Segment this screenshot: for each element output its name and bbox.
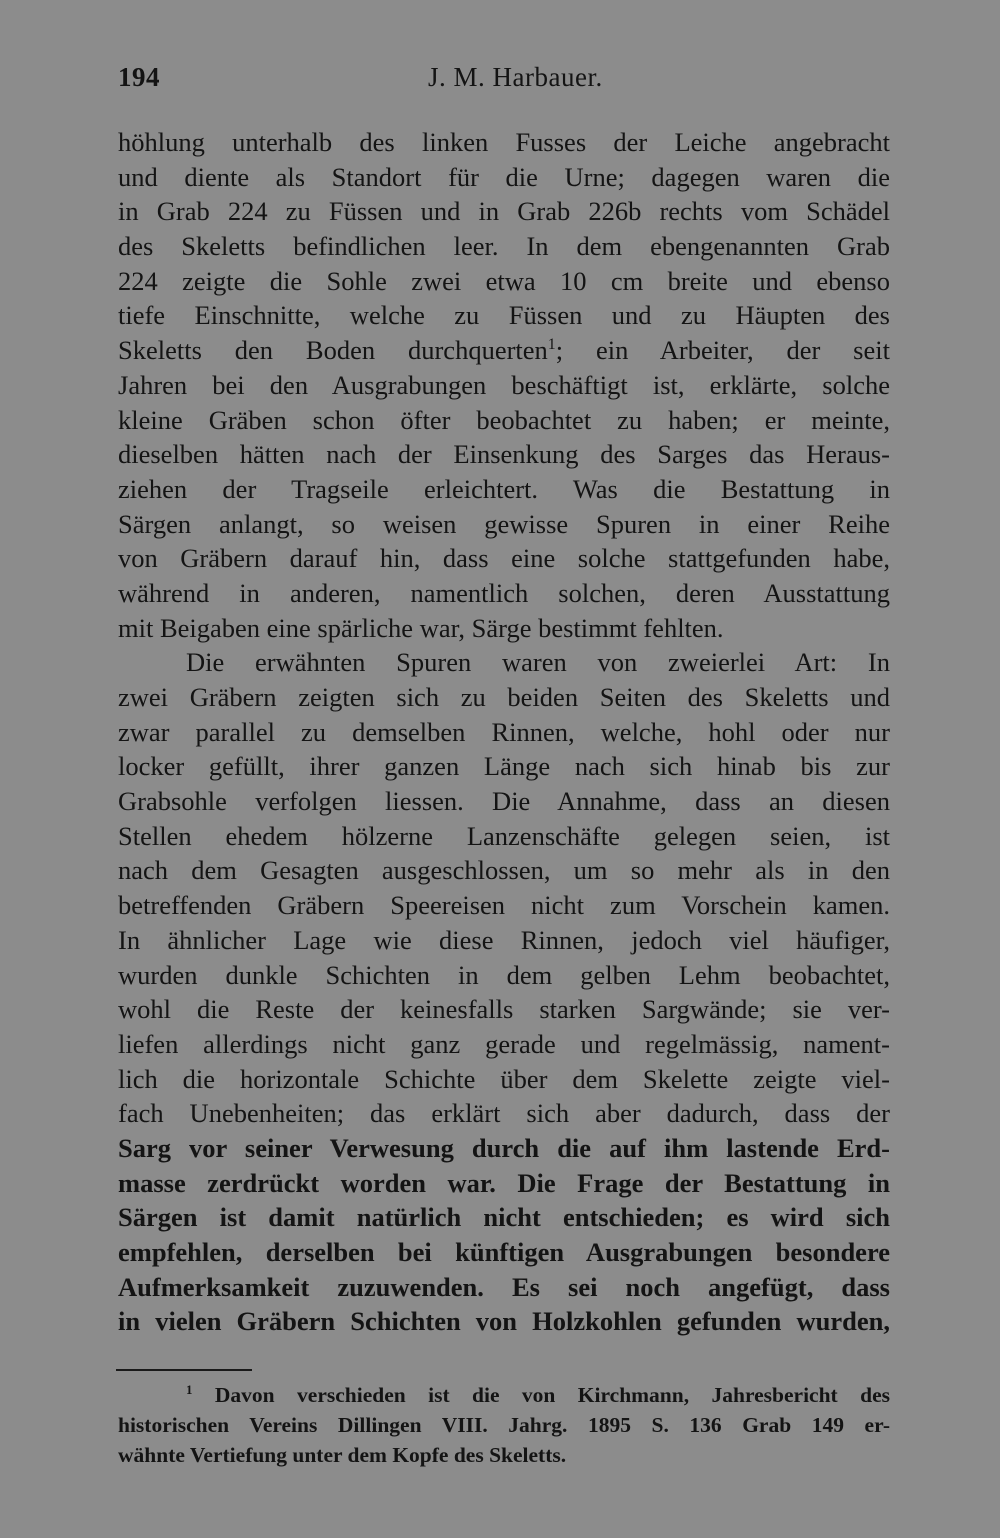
footnote-reference[interactable]: 1 — [547, 336, 556, 354]
page-number: 194 — [118, 62, 160, 92]
text-line-with-footnote-ref — [118, 333, 890, 368]
footnote-line: wähnte Vertiefung unter dem Kopfe des Skeletts. — [118, 1443, 567, 1467]
text-fragment: ; ein Arbeiter, der seit — [555, 335, 890, 366]
text-line: kleine Gräben schon öfter beobachtet zu haben; er meinte, — [118, 404, 890, 435]
text-line: ziehen der Tragseile erleichtert. Was die Bestattung in — [118, 473, 890, 504]
text-line: in vielen Gräbern Schichten von Holzkohlen gefunden wurden, — [118, 1306, 890, 1337]
text-line: 224 zeigte die Sohle zwei etwa 10 cm breite und ebenso — [118, 265, 890, 296]
text-line: und diente als Standort für die Urne; dagegen waren die — [118, 161, 890, 192]
text-line: in Grab 224 zu Füssen und in Grab 226b rechts vom Schädel — [118, 196, 890, 227]
text-line: wohl die Reste der keinesfalls starken Sargwände; sie ver- — [118, 994, 890, 1025]
footnote — [118, 1380, 890, 1470]
text-line: masse zerdrückt worden war. Die Frage der Bestattung in — [118, 1167, 890, 1198]
text-line: Särgen ist damit natürlich nicht entschieden; es wird sich — [118, 1202, 890, 1233]
text-line: fach Unebenheiten; das erklärt sich aber dadurch, dass der — [118, 1098, 890, 1129]
text-line: liefen allerdings nicht ganz gerade und regelmässig, nament- — [118, 1028, 890, 1059]
text-line: tiefe Einschnitte, welche zu Füssen und zu Häupten des — [118, 300, 890, 331]
text-line: lich die horizontale Schichte über dem Skelette zeigte viel- — [118, 1063, 890, 1094]
text-line: Särgen anlangt, so weisen gewisse Spuren in einer Reihe — [118, 508, 890, 539]
text-line: nach dem Gesagten ausgeschlossen, um so mehr als in den — [118, 855, 890, 886]
paragraph-last-line: mit Beigaben eine spärliche war, Särge bestimmt fehlten. — [118, 612, 724, 643]
text-line: In ähnlicher Lage wie diese Rinnen, jedoch viel häufiger, — [118, 924, 890, 955]
text-line: dieselben hätten nach der Einsenkung des Sarges das Heraus- — [118, 439, 890, 470]
footnote-divider — [116, 1369, 252, 1371]
text-line: höhlung unterhalb des linken Fusses der Leiche angebracht — [118, 127, 890, 157]
body-text — [118, 125, 890, 1339]
text-line: Sarg vor seiner Verwesung durch die auf ihm lastende Erd- — [118, 1132, 890, 1163]
text-line: des Skeletts befindlichen leer. In dem ebengenannten Grab — [118, 231, 890, 262]
text-line: zwar parallel zu demselben Rinnen, welche, hohl oder nur — [118, 716, 890, 747]
text-line: empfehlen, derselben bei künftigen Ausgrabungen besondere — [118, 1237, 890, 1267]
text-line: locker gefüllt, ihrer ganzen Länge nach sich hinab bis zur — [118, 751, 890, 782]
text-line: wurden dunkle Schichten in dem gelben Lehm beobachtet, — [118, 959, 890, 990]
running-head: J. M. Harbauer. — [428, 62, 603, 92]
text-fragment: Skeletts den Boden durchquerten — [118, 335, 548, 366]
text-line: während in anderen, namentlich solchen, deren Ausstattung — [118, 577, 890, 608]
text-line: betreffenden Gräbern Speereisen nicht zum Vorschein kamen. — [118, 890, 890, 921]
paragraph-first-line: Die erwähnten Spuren waren von zweierlei Art: In — [186, 647, 890, 678]
text-line: Stellen ehedem hölzerne Lanzenschäfte gelegen seien, ist — [118, 820, 890, 851]
footnote-line — [118, 1380, 890, 1410]
text-line: von Gräbern darauf hin, dass eine solche stattgefunden habe, — [118, 543, 890, 574]
footnote-marker: 1 — [186, 1382, 193, 1397]
text-line: Jahren bei den Ausgrabungen beschäftigt ist, erklärte, solche — [118, 369, 890, 400]
page-header — [118, 62, 898, 102]
text-line: zwei Gräbern zeigten sich zu beiden Seiten des Skeletts und — [118, 682, 890, 712]
footnote-text: Davon verschieden ist die von Kirchmann, Jahresbericht des — [214, 1383, 890, 1407]
footnote-line: historischen Vereins Dillingen VIII. Jahrg. 1895 S. 136 Grab 149 er- — [118, 1413, 890, 1437]
text-line: Grabsohle verfolgen liessen. Die Annahme, dass an diesen — [118, 786, 890, 817]
text-line: Aufmerksamkeit zuzuwenden. Es sei noch angefügt, dass — [118, 1271, 890, 1302]
